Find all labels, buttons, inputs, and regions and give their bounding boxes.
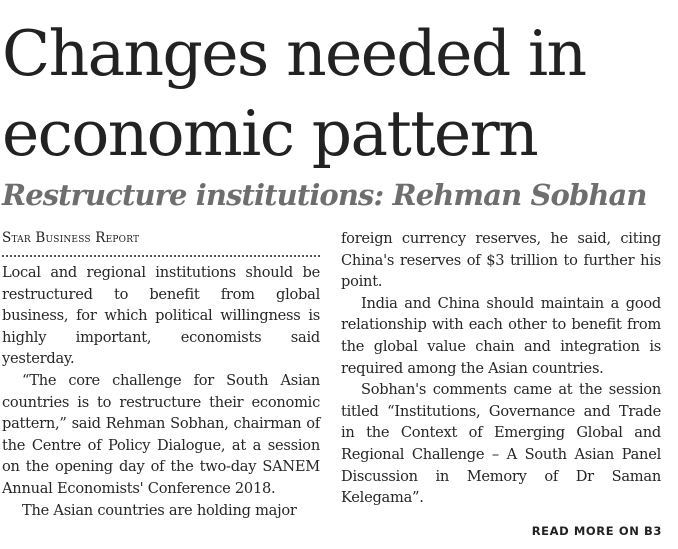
headline	[2, 14, 678, 174]
paragraph-3-continued: foreign currency reserves, he said, citing China's reserves of $3 trillion to further his point.	[341, 230, 661, 291]
paragraph-4: India and China should maintain a good relationship with each other to benefit from the global value chain and integration is required among the Asian countries.	[341, 294, 661, 377]
paragraph-5: Sobhan's comments came at the session titled “Institutions, Governance and Trade in the Context of Emerging Global and Regional Challenge – A South Asian Panel Discussion in Memory of Dr Saman Kelegama”.	[341, 381, 661, 507]
paragraph-2: “The core challenge for South Asian countries is to restructure their economic pattern,” said Rehman Sobhan, chairman of the Centre of Policy Dialogue, at a session on the opening day of the two-day SANEM Annual Economists' Conference 2018.	[2, 371, 320, 497]
headline-line-2: economic pattern	[2, 97, 538, 170]
paragraph-3-start: The Asian countries are holding major	[22, 501, 297, 519]
left-column	[2, 228, 320, 521]
right-column	[341, 228, 661, 509]
headline-line-1: Changes needed in	[2, 17, 586, 90]
byline: Star Business Report	[2, 230, 140, 246]
paragraph-1: Local and regional institutions should be restructured to benefit from global business, for which political willingness is highly important, economists said yesterday.	[2, 264, 320, 368]
subheadline: Restructure institutions: Rehman Sobhan	[2, 178, 647, 212]
read-more-link[interactable]: READ MORE ON B3	[531, 524, 662, 538]
dotted-divider	[2, 255, 320, 257]
